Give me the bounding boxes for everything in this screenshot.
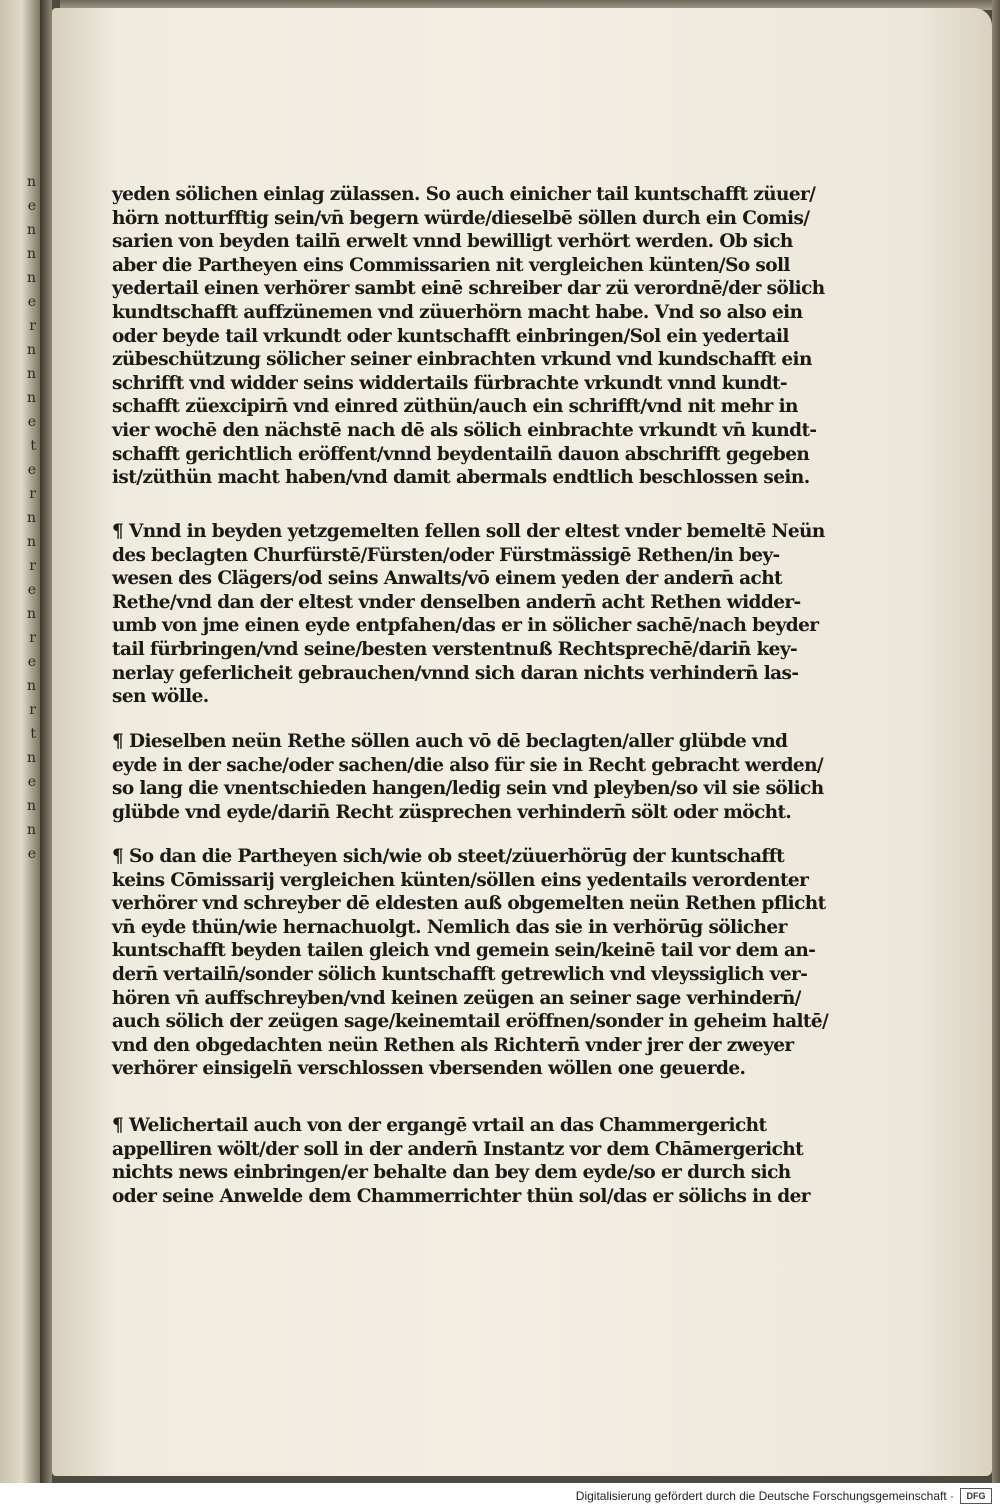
text-line: verhörer einsigeln̄ verschlossen vbersenden wöllen one geuerde.	[112, 1058, 746, 1080]
paragraph-5	[112, 1114, 810, 1208]
facing-page-fragment: t	[30, 726, 36, 742]
facing-page-fragment: n	[26, 390, 36, 406]
facing-page-fragment: r	[29, 702, 36, 718]
text-line: eyde in der sache/oder sachen/die also für sie in Recht gebracht werden/	[112, 754, 824, 776]
facing-page-fragment: n	[26, 750, 36, 766]
facing-page-fragment: n	[26, 606, 36, 622]
text-line: yeden sölichen einlag zülassen. So auch einicher tail kuntschafft züuer/	[112, 184, 816, 205]
text-line: yedertail einen verhörer sambt einē schreiber dar zü verordnē/der sölich	[112, 278, 825, 300]
facing-page-fragment: n	[26, 534, 36, 550]
text-line: kundtschafft auffzünemen vnd züuerhörn macht habe. Vnd so also ein	[112, 301, 803, 323]
text-line: nerlay geferlicheit gebrauchen/vnnd sich daran nichts verhindern̄ las-	[112, 662, 799, 684]
text-line: wesen des Clägers/od seins Anwalts/vō einem yeden der andern̄ acht	[112, 568, 782, 590]
text-line: sen wölle.	[112, 686, 209, 708]
text-line: ¶ Dieselben neün Rethe söllen auch vō dē beclagten/aller glübde vnd	[112, 731, 788, 752]
text-line: schafft züexcipirn̄ vnd einred züthün/auch ein schrifft/vnd nit mehr in	[112, 396, 798, 418]
text-line: nichts news einbringen/er behalte dan bey dem eyde/so er durch sich	[112, 1162, 791, 1184]
text-line: so lang die vnentschieden hangen/ledig sein vnd pleyben/so vil sie sölich	[112, 778, 824, 800]
page-right-edge	[992, 0, 1000, 1483]
text-line: aber die Partheyen eins Commissarien nit vergleichen künten/So soll	[112, 254, 790, 276]
facing-page-fragment: r	[29, 486, 36, 502]
book-gutter	[40, 0, 52, 1483]
text-line: verhörer vnd schreyber dē eldesten auß obgemelten neün Rethen pflicht	[112, 893, 826, 915]
facing-page-fragment: e	[27, 294, 36, 310]
facing-page-fragment: e	[27, 846, 36, 862]
facing-page-fragment: n	[26, 366, 36, 382]
text-line: ist/züthün macht haben/vnd damit abermals endtlich beschlossen sein.	[112, 467, 810, 489]
facing-page-fragment: r	[29, 558, 36, 574]
text-line: ¶ Vnnd in beyden yetzgemelten fellen soll der eltest vnder bemeltē Neün	[112, 521, 825, 542]
text-line: zübeschützung sölicher seiner einbrachten vrkund vnd kundschafft ein	[112, 349, 812, 371]
text-line: oder beyde tail vrkundt oder kuntschafft einbringen/Sol ein yedertail	[112, 325, 789, 347]
facing-page-fragment: n	[26, 822, 36, 838]
facing-page-fragment: n	[26, 342, 36, 358]
facing-page-edge	[0, 0, 40, 1483]
text-line: keins Cōmissarij vergleichen künten/söllen eins yedentails verordenter	[112, 869, 809, 891]
text-line: umb von jme einen eyde entpfahen/das er in sölicher sachē/nach beyder	[112, 615, 819, 637]
paragraph-3	[112, 730, 824, 824]
text-line: appelliren wölt/der soll in der andern̄ Instantz vor dem Chāmergericht	[112, 1138, 804, 1160]
facing-page-fragment: r	[29, 630, 36, 646]
text-line: hörn notturfftig sein/vn̄ begern würde/dieselbē söllen durch ein Comis/	[112, 207, 810, 229]
facing-page-fragment: n	[26, 678, 36, 694]
footer-credit: Digitalisierung gefördert durch die Deutsche Forschungsgemeinschaft ·	[575, 1489, 954, 1503]
facing-page-fragment: n	[26, 174, 36, 190]
paragraph-1	[112, 183, 825, 490]
facing-page-fragment: e	[27, 462, 36, 478]
facing-page-text-fragments	[2, 170, 36, 866]
footer-bar	[0, 1483, 1000, 1511]
text-line: ¶ So dan die Partheyen sich/wie ob steet/züuerhörūg der kuntschafft	[112, 846, 785, 867]
facing-page-fragment: n	[26, 270, 36, 286]
text-line: des beclagten Churfürstē/Fürsten/oder Fürstmässigē Rethen/in bey-	[112, 544, 780, 566]
text-line: oder seine Anwelde dem Chammerrichter thün sol/das er sölichs in der	[112, 1185, 810, 1207]
text-line: auch sölich der zeügen sage/keinemtail eröffnen/sonder in geheim haltē/	[112, 1011, 829, 1033]
text-line: schafft gerichtlich eröffent/vnnd beydentailn̄ dauon abschrifft gegeben	[112, 443, 810, 465]
facing-page-fragment: r	[29, 318, 36, 334]
facing-page-fragment: e	[27, 582, 36, 598]
facing-page-fragment: t	[30, 438, 36, 454]
dfg-logo: DFG	[960, 1488, 992, 1504]
facing-page-fragment: e	[27, 414, 36, 430]
facing-page-fragment: e	[27, 774, 36, 790]
text-line: dern̄ vertailn̄/sonder sölich kuntschafft getrewlich vnd vleyssiglich ver-	[112, 963, 808, 985]
text-line: vnd den obgedachten neün Rethen als Richtern̄ vnder jrer der zweyer	[112, 1034, 794, 1056]
text-line: schrifft vnd widder seins widdertails fürbrachte vrkundt vnnd kundt-	[112, 372, 788, 394]
facing-page-fragment: e	[27, 198, 36, 214]
facing-page-fragment: n	[26, 798, 36, 814]
paragraph-2	[112, 520, 825, 709]
facing-page-fragment: n	[26, 510, 36, 526]
text-line: kuntschafft beyden tailen gleich vnd gemein sein/keinē tail vor dem an-	[112, 940, 816, 962]
text-line: ¶ Welichertail auch von der ergangē vrtail an das Chammergericht	[112, 1115, 767, 1136]
text-line: vn̄ eyde thün/wie hernachuolgt. Nemlich das sie in verhörūg sölicher	[112, 916, 787, 938]
paragraph-4	[112, 845, 828, 1081]
text-line: tail fürbringen/vnd seine/besten verstentnuß Rechtsprechē/darin̄ key-	[112, 638, 798, 660]
text-line: Rethe/vnd dan der eltest vnder denselben andern̄ acht Rethen widder-	[112, 591, 801, 613]
text-line: hören vn̄ auffschreyben/vnd keinen zeügen an seiner sage verhindern̄/	[112, 987, 801, 1009]
facing-page-fragment: n	[26, 222, 36, 238]
text-line: sarien von beyden tailn̄ erwelt vnnd bewilligt verhört werden. Ob sich	[112, 231, 793, 253]
facing-page-fragment: e	[27, 654, 36, 670]
text-line: glübde vnd eyde/darin̄ Recht züsprechen verhindern̄ sölt oder möcht.	[112, 801, 792, 823]
facing-page-fragment: n	[26, 246, 36, 262]
text-line: vier wochē den nächstē nach dē als sölich einbrachte vrkundt vn̄ kundt-	[112, 419, 817, 441]
